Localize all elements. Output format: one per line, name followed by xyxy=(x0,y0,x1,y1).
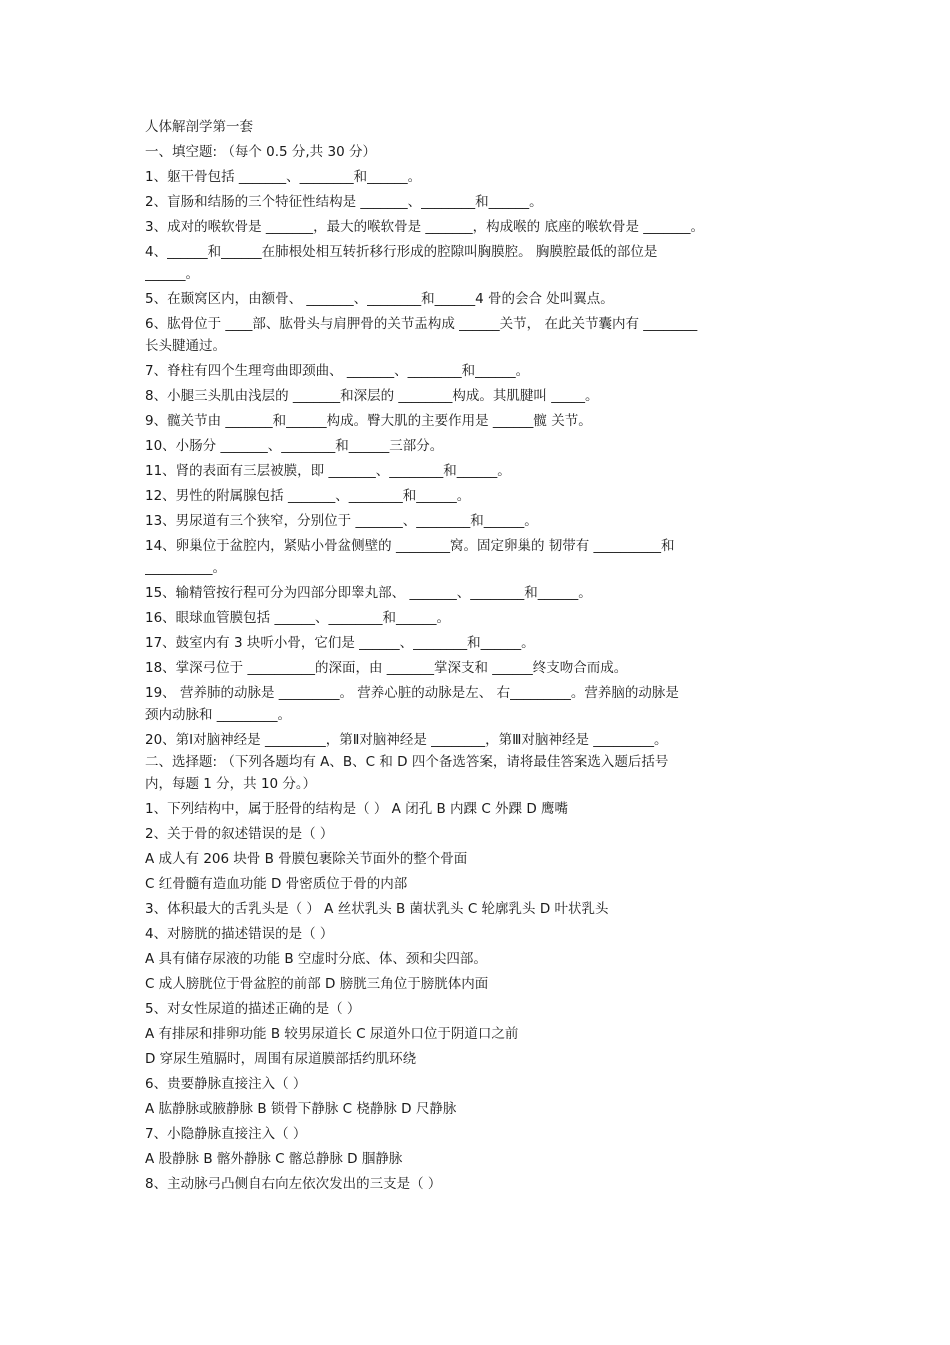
choice-q3: 3、体积最大的舌乳头是（ ） A 丝状乳头 B 菌状乳头 C 轮廓乳头 D 叶状乳头 xyxy=(145,901,609,917)
choice-q4-options-cd: C 成人膀胱位于骨盆腔的前部 D 膀胱三角位于膀胱体内面 xyxy=(145,976,489,992)
fill-blank-q15: 15、输精管按行程可分为四部分即睾丸部、 _______、________和______。 xyxy=(145,585,592,601)
fill-blank-q6-cont: 长头腱通过。 xyxy=(145,338,226,354)
fill-blank-q20: 20、第Ⅰ对脑神经是 _________，第Ⅱ对脑神经是 ________，第Ⅲ对脑神经是 _________。 xyxy=(145,732,668,748)
fill-blank-q11: 11、肾的表面有三层被膜，即 _______、________和______。 xyxy=(145,463,511,479)
choice-q4: 4、对膀胱的描述错误的是（ ） xyxy=(145,926,334,942)
fill-blank-q6: 6、肱骨位于 ____部、肱骨头与肩胛骨的关节盂构成 ______关节， 在此关节囊内有 ________ xyxy=(145,316,698,332)
section1-heading: 一、填空题: （每个 0.5 分,共 30 分） xyxy=(145,144,376,160)
fill-blank-q7: 7、脊柱有四个生理弯曲即颈曲、 _______、________和______。 xyxy=(145,363,530,379)
doc-title: 人体解剖学第一套 xyxy=(145,119,253,135)
fill-blank-q16: 16、眼球血管膜包括 ______、________和______。 xyxy=(145,610,450,626)
choice-q8: 8、主动脉弓凸侧自右向左依次发出的三支是（ ） xyxy=(145,1176,442,1192)
fill-blank-q5: 5、在颞窝区内，由额骨、 _______、________和______4 骨的会合 处叫翼点。 xyxy=(145,291,614,307)
choice-q5: 5、对女性尿道的描述正确的是（ ） xyxy=(145,1001,361,1017)
fill-blank-q19-cont: 颈内动脉和 _________。 xyxy=(145,707,292,723)
document-page xyxy=(145,118,813,1193)
fill-blank-q4-cont: ______。 xyxy=(145,266,199,282)
choice-q7: 7、小隐静脉直接注入（ ） xyxy=(145,1126,307,1142)
fill-blank-q8: 8、小腿三头肌由浅层的 _______和深层的 ________构成。其肌腱叫 _____。 xyxy=(145,388,599,404)
section2-heading: 二、选择题: （下列各题均有 A、B、C 和 D 四个备选答案，请将最佳答案选入题后括号 xyxy=(145,754,669,770)
fill-blank-q2: 2、盲肠和结肠的三个特征性结构是 _______、________和______。 xyxy=(145,194,543,210)
choice-q5-option-d: D 穿尿生殖膈时，周围有尿道膜部括约肌环绕 xyxy=(145,1051,417,1067)
fill-blank-q17: 17、鼓室内有 3 块听小骨，它们是 ______、________和______。 xyxy=(145,635,535,651)
fill-blank-q19: 19、 营养肺的动脉是 _________。 营养心脏的动脉是左、 右_________。营养脑的动脉是 xyxy=(145,685,679,701)
fill-blank-q4: 4、______和______在肺根处相互转折移行形成的腔隙叫胸膜腔。 胸膜腔最低的部位是 xyxy=(145,244,658,260)
choice-q5-options-abc: A 有排尿和排卵功能 B 较男尿道长 C 尿道外口位于阴道口之前 xyxy=(145,1026,519,1042)
fill-blank-q10: 10、小肠分 _______、________和______三部分。 xyxy=(145,438,444,454)
fill-blank-q12: 12、男性的附属腺包括 _______、________和______。 xyxy=(145,488,471,504)
fill-blank-q1: 1、躯干骨包括 _______、________和______。 xyxy=(145,169,422,185)
section2-heading-cont: 内，每题 1 分，共 10 分。） xyxy=(145,776,317,792)
choice-q4-options-ab: A 具有储存尿液的功能 B 空虚时分底、体、颈和尖四部。 xyxy=(145,951,487,967)
fill-blank-q14-cont: __________。 xyxy=(145,560,226,576)
choice-q1: 1、下列结构中，属于胫骨的结构是（ ） A 闭孔 B 内踝 C 外踝 D 鹰嘴 xyxy=(145,801,569,817)
fill-blank-q18: 18、掌深弓位于 __________的深面，由 _______掌深支和 ______终支吻合而成。 xyxy=(145,660,628,676)
fill-blank-q9: 9、髋关节由 _______和______构成。臀大肌的主要作用是 ______髋 关节。 xyxy=(145,413,592,429)
fill-blank-q13: 13、男尿道有三个狭窄，分别位于 _______、________和______。 xyxy=(145,513,538,529)
choice-q7-options: A 股静脉 B 髂外静脉 C 髂总静脉 D 腘静脉 xyxy=(145,1151,403,1167)
fill-blank-q3: 3、成对的喉软骨是 _______，最大的喉软骨是 _______，构成喉的 底座的喉软骨是 _______。 xyxy=(145,219,705,235)
choice-q6: 6、贵要静脉直接注入（ ） xyxy=(145,1076,307,1092)
fill-blank-q14: 14、卵巢位于盆腔内，紧贴小骨盆侧壁的 ________窝。固定卵巢的 韧带有 __________和 xyxy=(145,538,675,554)
choice-q2-options-cd: C 红骨髓有造血功能 D 骨密质位于骨的内部 xyxy=(145,876,408,892)
choice-q6-options: A 肱静脉或腋静脉 B 锁骨下静脉 C 桡静脉 D 尺静脉 xyxy=(145,1101,457,1117)
choice-q2: 2、关于骨的叙述错误的是（ ） xyxy=(145,826,334,842)
choice-q2-options-ab: A 成人有 206 块骨 B 骨膜包裹除关节面外的整个骨面 xyxy=(145,851,468,867)
